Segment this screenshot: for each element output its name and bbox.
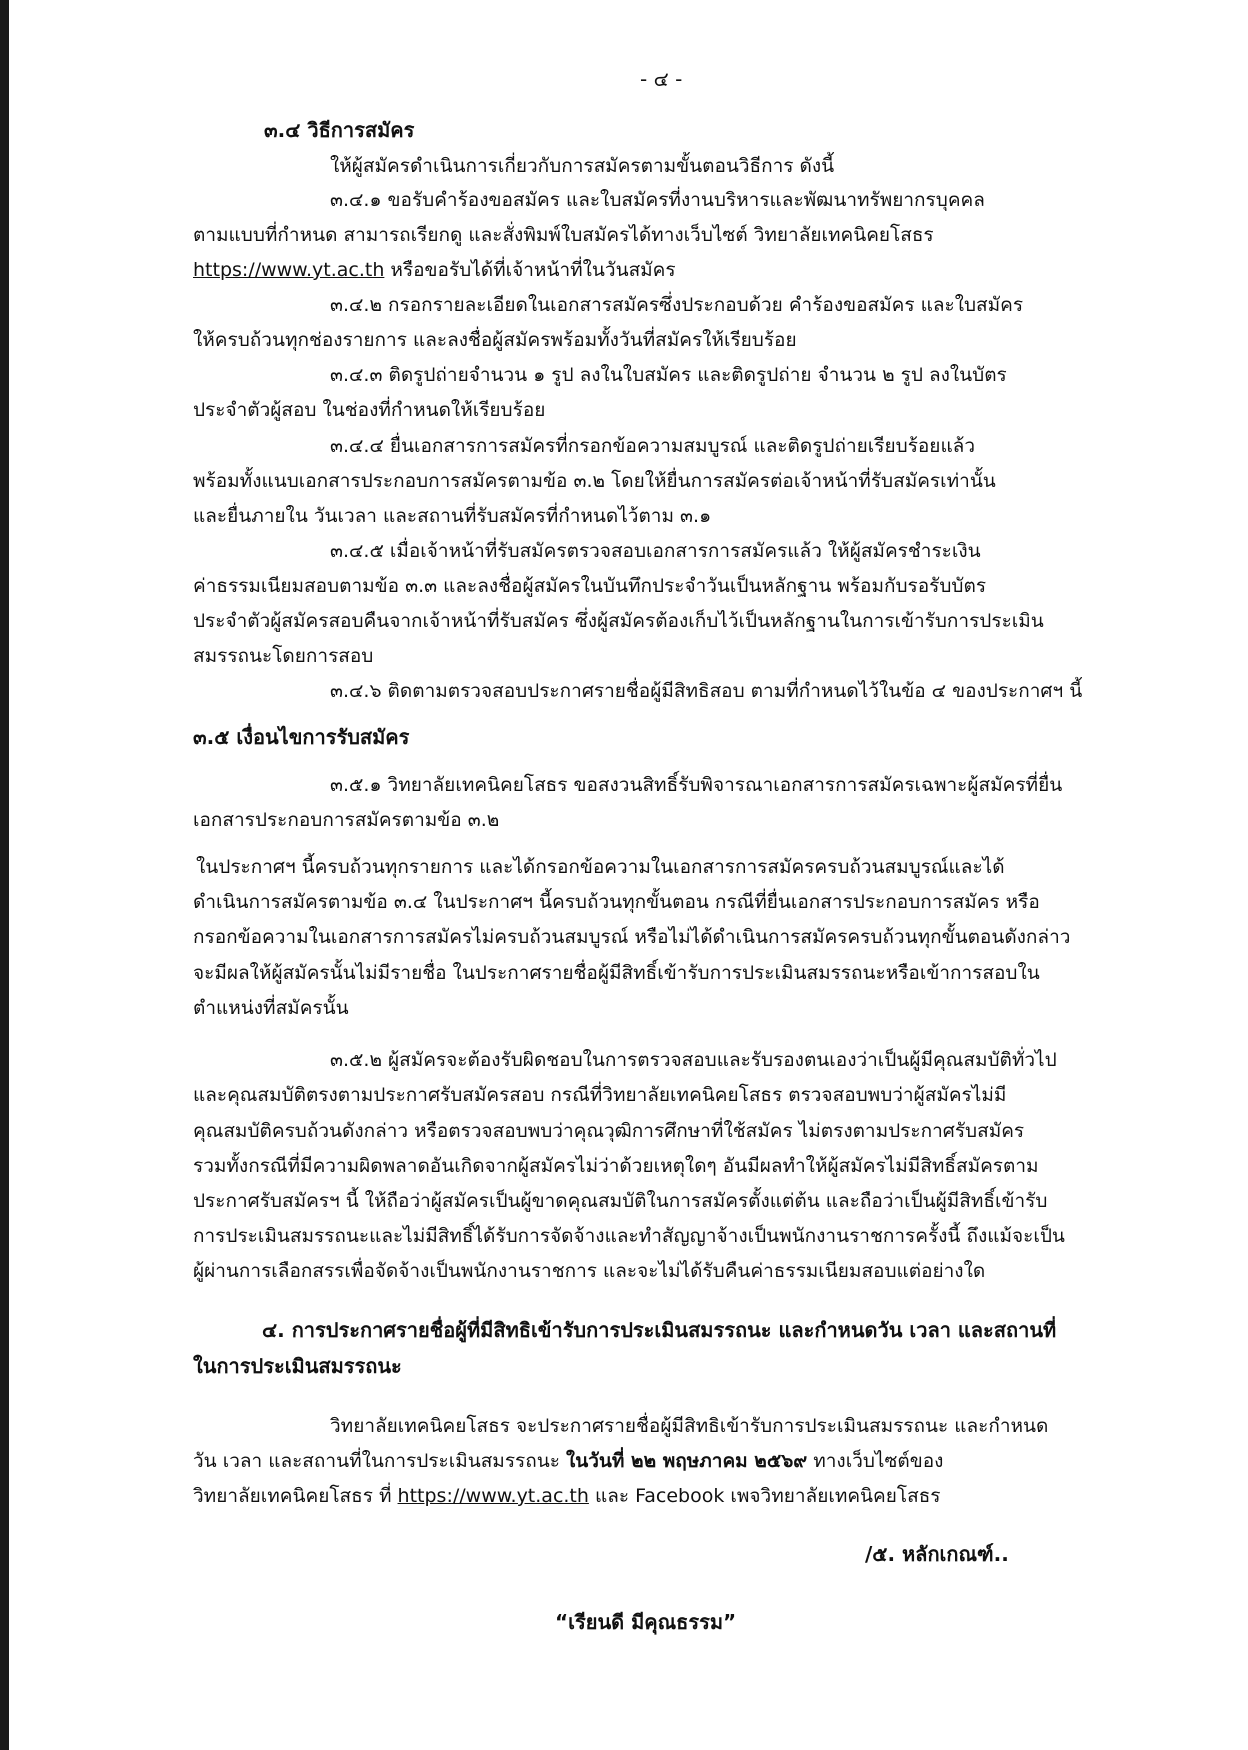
item-3-5-2-line3: คุณสมบัติครบถ้วนดังกล่าว หรือตรวจสอบพบว่าคุณวุฒิการศึกษาที่ใช้สมัคร ไม่ตรงตามประกาศรับสมัคร: [193, 1120, 1025, 1142]
item-3-4-5-line1: ๓.๔.๕ เมื่อเจ้าหน้าที่รับสมัครตรวจสอบเอกสารการสมัครแล้ว ให้ผู้สมัครชำระเงิน: [330, 540, 981, 562]
section-heading-4-line1: ๔. การประกาศรายชื่อผู้ที่มีสิทธิเข้ารับการประเมินสมรรถนะ และกำหนดวัน เวลา และสถานที่: [262, 1318, 1057, 1342]
section-heading-3-5: ๓.๕ เงื่อนไขการรับสมัคร: [193, 725, 410, 749]
item-3-4-5-line4: สมรรถนะโดยการสอบ: [193, 645, 374, 667]
item-3-4-4-line2: พร้อมทั้งแนบเอกสารประกอบการสมัครตามข้อ ๓.๒ โดยให้ยื่นการสมัครต่อเจ้าหน้าที่รับสมัครเท่านั้น: [193, 470, 996, 492]
item-3-5-1b-line2: ดำเนินการสมัครตามข้อ ๓.๔ ในประกาศฯ นี้ครบถ้วนทุกขั้นตอน กรณีที่ยื่นเอกสารประกอบการสมัคร หรือ: [193, 891, 1040, 913]
item-3-5-2-line2: และคุณสมบัติตรงตามประกาศรับสมัครสอบ กรณีที่วิทยาลัยเทคนิคยโสธร ตรวจสอบพบว่าผู้สมัครไม่มี: [193, 1084, 1007, 1106]
website-link-2[interactable]: https://www.yt.ac.th: [397, 1485, 589, 1507]
item-3-5-2-line1: ๓.๕.๒ ผู้สมัครจะต้องรับผิดชอบในการตรวจสอบและรับรองตนเองว่าเป็นผู้มีคุณสมบัติทั่วไป: [330, 1049, 1057, 1071]
item-3-4-4-line1: ๓.๔.๔ ยื่นเอกสารการสมัครที่กรอกข้อความสมบูรณ์ และติดรูปถ่ายเรียบร้อยแล้ว: [330, 435, 975, 457]
item-3-4-5-line2: ค่าธรรมเนียมสอบตามข้อ ๓.๓ และลงชื่อผู้สมัครในบันทึกประจำวันเป็นหลักฐาน พร้อมกับรอรับบัตร: [193, 575, 987, 597]
item-3-5-1b-line4: จะมีผลให้ผู้สมัครนั้นไม่มีรายชื่อ ในประกาศรายชื่อผู้มีสิทธิ์เข้ารับการประเมินสมรรถนะหรือเข้าการสอบใน: [193, 962, 1040, 984]
item-3-4-3-line2: ประจำตัวผู้สอบ ในช่องที่กำหนดให้เรียบร้อย: [193, 399, 546, 421]
section-4-para-line1: วิทยาลัยเทคนิคยโสธร จะประกาศรายชื่อผู้มีสิทธิเข้ารับการประเมินสมรรถนะ และกำหนด: [330, 1415, 1049, 1437]
section-intro: ให้ผู้สมัครดำเนินการเกี่ยวกับการสมัครตามขั้นตอนวิธีการ ดังนี้: [330, 155, 835, 177]
item-3-4-1-line3: https://www.yt.ac.th หรือขอรับได้ที่เจ้าหน้าที่ในวันสมัคร: [193, 259, 676, 281]
item-3-4-3-line1: ๓.๔.๓ ติดรูปถ่ายจำนวน ๑ รูป ลงในใบสมัคร และติดรูปถ่าย จำนวน ๒ รูป ลงในบัตร: [330, 364, 1007, 386]
item-3-4-4-line3: และยื่นภายใน วันเวลา และสถานที่รับสมัครที่กำหนดไว้ตาม ๓.๑: [193, 505, 712, 527]
item-3-5-2-line5: ประกาศรับสมัครฯ นี้ ให้ถือว่าผู้สมัครเป็นผู้ขาดคุณสมบัติในการสมัครตั้งแต่ต้น และถือว่าเป็นผู้มีสิทธิ์เข้ารับ: [193, 1190, 1048, 1212]
item-3-5-1-line2: เอกสารประกอบการสมัครตามข้อ ๓.๒: [193, 809, 500, 831]
item-3-5-1b-line3: กรอกข้อความในเอกสารการสมัครไม่ครบถ้วนสมบูรณ์ หรือไม่ได้ดำเนินการสมัครครบถ้วนทุกขั้นตอนดังกล่าว: [193, 926, 1071, 948]
item-3-5-1b-line1: ในประกาศฯ นี้ครบถ้วนทุกรายการ และได้กรอกข้อความในเอกสารการสมัครครบถ้วนสมบูรณ์และได้: [196, 856, 1005, 878]
announcement-date: ในวันที่ ๒๒ พฤษภาคม ๒๕๖๙: [565, 1450, 808, 1472]
item-3-4-1-line1: ๓.๔.๑ ขอรับคำร้องขอสมัคร และใบสมัครที่งานบริหารและพัฒนาทรัพยากรบุคคล: [330, 189, 985, 211]
item-3-5-1b-line5: ตำแหน่งที่สมัครนั้น: [193, 997, 349, 1019]
item-3-4-5-line3: ประจำตัวผู้สมัครสอบคืนจากเจ้าหน้าที่รับสมัคร ซึ่งผู้สมัครต้องเก็บไว้เป็นหลักฐานในการเข้ารับการประเมิน: [193, 610, 1044, 632]
section-heading-4-line2: ในการประเมินสมรรถนะ: [193, 1354, 402, 1378]
section-4-para-line2: วัน เวลา และสถานที่ในการประเมินสมรรถนะ ในวันที่ ๒๒ พฤษภาคม ๒๕๖๙ ทางเว็บไซต์ของ: [193, 1450, 944, 1472]
item-3-5-1-line1: ๓.๕.๑ วิทยาลัยเทคนิคยโสธร ขอสงวนสิทธิ์รับพิจารณาเอกสารการสมัครเฉพาะผู้สมัครที่ยื่น: [330, 774, 1063, 796]
item-3-5-2-line4: รวมทั้งกรณีที่มีความผิดพลาดอันเกิดจากผู้สมัครไม่ว่าด้วยเหตุใดๆ อันมีผลทำให้ผู้สมัครไม่มีสิทธิ์สมัครตาม: [193, 1155, 1039, 1177]
item-3-4-1-line2: ตามแบบที่กำหนด สามารถเรียกดู และสั่งพิมพ์ใบสมัครได้ทางเว็บไซต์ วิทยาลัยเทคนิคยโสธร: [193, 224, 934, 246]
item-3-5-2-line6: การประเมินสมรรถนะและไม่มีสิทธิ์ได้รับการจัดจ้างและทำสัญญาจ้างเป็นพนักงานราชการครั้งนี้ ถึงแม้จะเป็น: [193, 1225, 1065, 1247]
college-motto: “เรียนดี มีคุณธรรม”: [555, 1610, 737, 1634]
page-number: - ๔ -: [640, 67, 683, 91]
section-heading-3-4: ๓.๔ วิธีการสมัคร: [264, 118, 415, 142]
next-page-reference: /๕. หลักเกณฑ์..: [865, 1542, 1009, 1566]
item-3-4-2-line2: ให้ครบถ้วนทุกช่องรายการ และลงชื่อผู้สมัครพร้อมทั้งวันที่สมัครให้เรียบร้อย: [193, 329, 797, 351]
item-3-5-2-line7: ผู้ผ่านการเลือกสรรเพื่อจัดจ้างเป็นพนักงานราชการ และจะไม่ได้รับคืนค่าธรรมเนียมสอบแต่อย่างใด: [193, 1260, 986, 1282]
section-4-para-line3: วิทยาลัยเทคนิคยโสธร ที่ https://www.yt.ac.th และ Facebook เพจวิทยาลัยเทคนิคยโสธร: [193, 1485, 941, 1507]
item-3-4-2-line1: ๓.๔.๒ กรอกรายละเอียดในเอกสารสมัครซึ่งประกอบด้วย คำร้องขอสมัคร และใบสมัคร: [330, 294, 1024, 316]
item-3-4-6-line1: ๓.๔.๖ ติดตามตรวจสอบประกาศรายชื่อผู้มีสิทธิสอบ ตามที่กำหนดไว้ในข้อ ๔ ของประกาศฯ นี้: [330, 680, 1083, 702]
website-link[interactable]: https://www.yt.ac.th: [193, 259, 385, 281]
